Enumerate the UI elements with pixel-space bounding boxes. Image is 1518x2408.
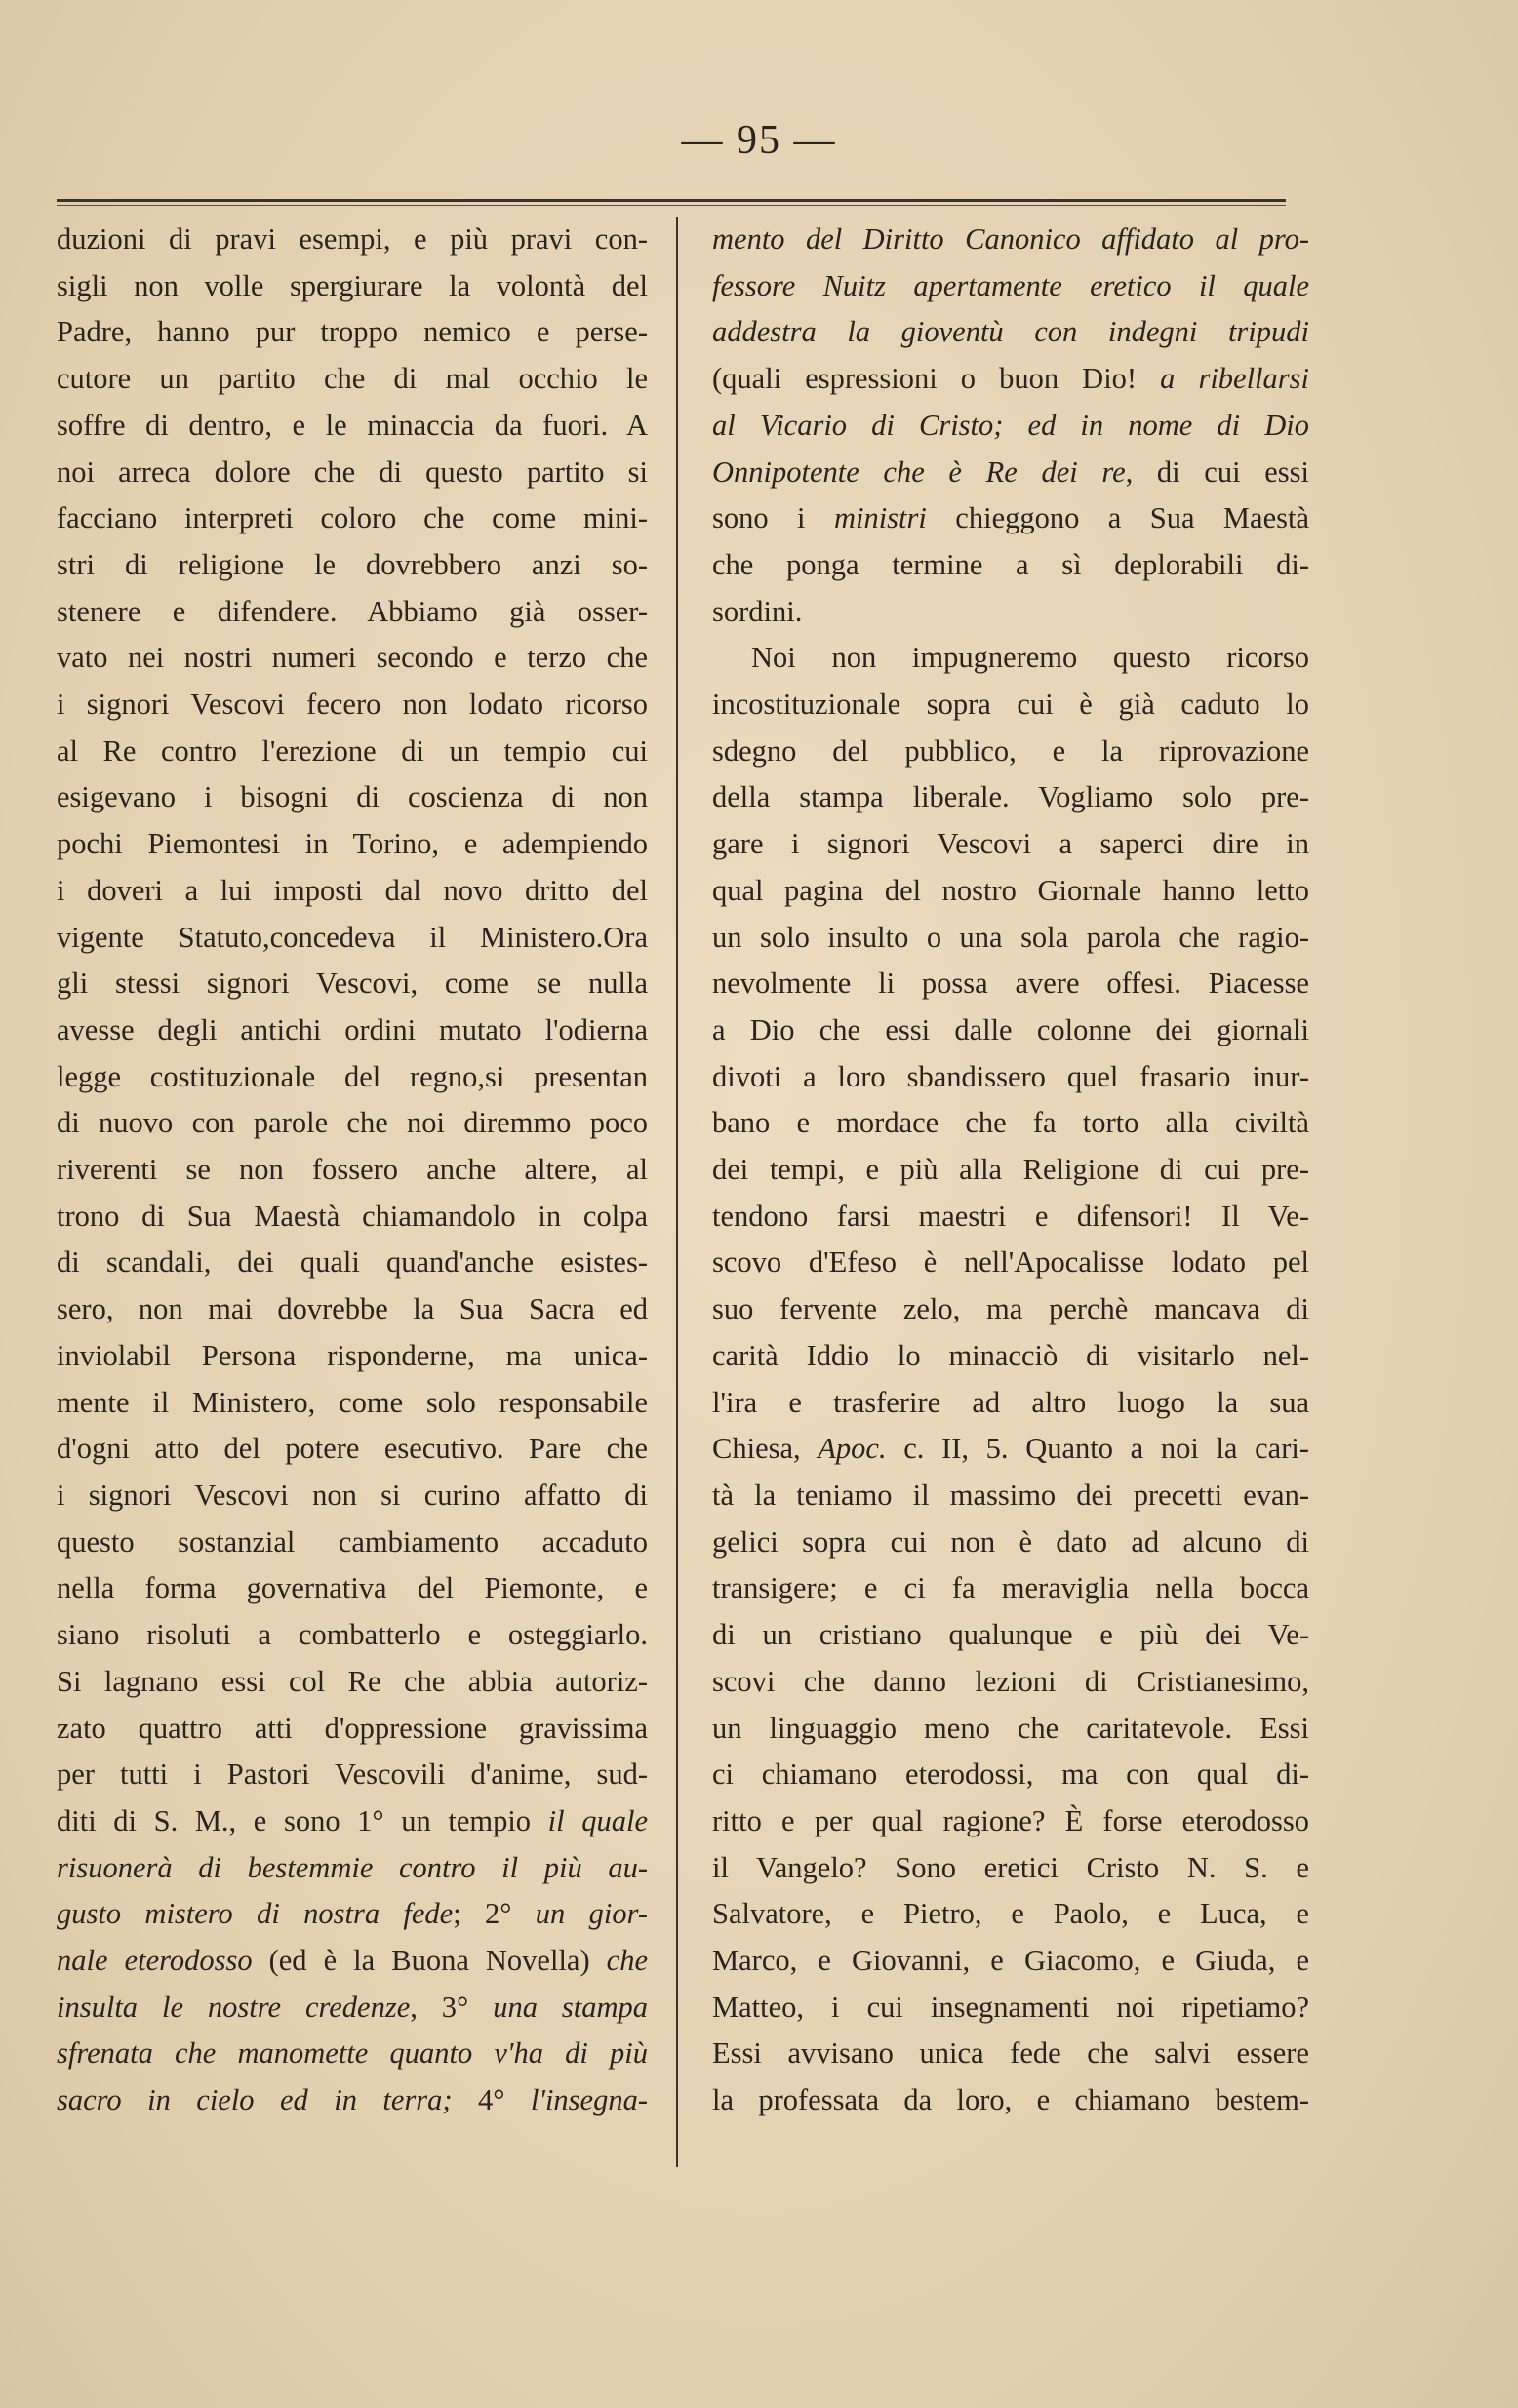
text-span: i signori Vescovi non si curino affatto di	[57, 1478, 648, 1512]
text-span: soffre di dentro, e le minaccia da fuori. A	[57, 408, 648, 442]
page-number: — 95 —	[681, 118, 837, 163]
text-span: un linguaggio meno che caritatevole. Essi	[712, 1711, 1309, 1745]
text-span: i doveri a lui imposti dal novo dritto del	[57, 873, 648, 907]
italic-text: l'insegna-	[530, 2083, 648, 2117]
text-line	[712, 961, 1309, 1007]
text-line	[57, 403, 648, 450]
text-line	[712, 1286, 1309, 1333]
text-line	[57, 2077, 648, 2124]
text-line	[57, 682, 648, 729]
text-line	[57, 356, 648, 403]
text-line	[57, 774, 648, 821]
text-span: scovo d'Efeso è nell'Apocalisse lodato pel	[712, 1245, 1309, 1280]
text-line	[57, 1938, 648, 1985]
text-line	[712, 589, 1309, 636]
text-span: stenere e difendere. Abbiamo già osser-	[57, 594, 648, 628]
text-span: che ponga termine a sì deplorabili di-	[712, 547, 1309, 581]
italic-text: a ribellarsi	[1160, 362, 1309, 396]
text-span: Salvatore, e Pietro, e Paolo, e Luca, e	[712, 1897, 1309, 1931]
text-span: siano risoluti a combatterlo e osteggiarlo.	[57, 1618, 648, 1652]
text-line	[57, 450, 648, 496]
text-span: il Vangelo? Sono eretici Cristo N. S. e	[712, 1850, 1309, 1884]
text-line	[57, 495, 648, 542]
text-line	[57, 1333, 648, 1380]
text-span: Matteo, i cui insegnamenti noi ripetiamo?	[712, 1990, 1309, 2024]
text-span: facciano interpreti coloro che come mini-	[57, 501, 648, 535]
text-line	[712, 1380, 1309, 1427]
text-span: gare i signori Vescovi a saperci dire in	[712, 827, 1309, 861]
text-span: di scandali, dei quali quand'anche esistes-	[57, 1245, 648, 1280]
text-span: l'ira e trasferire ad altro luogo la sua	[712, 1385, 1309, 1419]
text-line	[712, 1240, 1309, 1286]
column-divider	[676, 217, 678, 2167]
text-span: 4°	[452, 2083, 531, 2117]
text-span: ci chiamano eterodossi, ma con qual di-	[712, 1757, 1309, 1792]
text-line	[712, 263, 1309, 310]
text-span: mente il Ministero, come solo responsabile	[57, 1385, 648, 1419]
text-line	[712, 1845, 1309, 1892]
right-column	[712, 217, 1309, 2124]
text-line	[712, 1100, 1309, 1147]
text-line	[712, 682, 1309, 729]
text-span: sero, non mai dovrebbe la Sua Sacra ed	[57, 1292, 648, 1326]
text-line	[57, 1520, 648, 1566]
text-line	[712, 1752, 1309, 1798]
text-span: vato nei nostri numeri secondo e terzo che	[57, 641, 648, 675]
italic-text: fessore Nuitz apertamente eretico il quale	[712, 268, 1309, 302]
text-span: c. II, 5. Quanto a noi la cari-	[886, 1432, 1309, 1466]
text-span: legge costituzionale del regno,si presentan	[57, 1059, 648, 1093]
text-span: incostituzionale sopra cui è già caduto lo	[712, 688, 1309, 722]
text-span: carità Iddio lo minacciò di visitarlo nel-	[712, 1338, 1309, 1372]
text-line	[57, 729, 648, 775]
text-line	[57, 1706, 648, 1753]
text-span: questo sostanzial cambiamento accaduto	[57, 1524, 648, 1559]
text-line	[712, 1426, 1309, 1473]
italic-text: ministri	[833, 501, 927, 535]
text-span: duzioni di pravi esempi, e più pravi con-	[57, 222, 648, 256]
italic-text: gusto mistero di nostra fede	[57, 1897, 454, 1931]
text-line	[57, 821, 648, 868]
text-line	[57, 1659, 648, 1706]
italic-text: un gior-	[535, 1897, 649, 1931]
header-rule-thin	[57, 205, 1286, 206]
text-span: gli stessi signori Vescovi, come se nulla	[57, 967, 648, 1001]
text-span: di cui essi	[1133, 454, 1309, 489]
text-line	[57, 1100, 648, 1147]
text-line	[57, 1286, 648, 1333]
text-line	[712, 403, 1309, 450]
text-span: divoti a loro sbandissero quel frasario inur-	[712, 1059, 1309, 1093]
text-line	[712, 2077, 1309, 2124]
text-line	[57, 1054, 648, 1101]
header-rule	[57, 199, 1286, 202]
italic-text: una stampa	[493, 1990, 648, 2024]
text-span: bano e mordace che fa torto alla civiltà	[712, 1106, 1309, 1140]
text-line	[712, 1333, 1309, 1380]
italic-text: addestra la gioventù con indegni tripudi	[712, 315, 1309, 349]
text-line	[57, 915, 648, 962]
text-span: Noi non impugneremo questo ricorso	[751, 641, 1309, 675]
text-line	[712, 1473, 1309, 1520]
text-line	[57, 1473, 648, 1520]
text-span: sordini.	[712, 594, 803, 628]
text-line	[712, 1938, 1309, 1985]
text-span: inviolabil Persona risponderne, ma unica-	[57, 1338, 648, 1372]
text-span: di nuovo con parole che noi diremmo poco	[57, 1106, 648, 1140]
text-line	[57, 1752, 648, 1798]
text-line	[712, 1891, 1309, 1938]
italic-text: Apoc.	[818, 1432, 887, 1466]
text-line	[712, 1612, 1309, 1659]
text-line	[712, 1659, 1309, 1706]
italic-text: che	[606, 1944, 648, 1978]
text-span: transigere; e ci fa meraviglia nella bocca	[712, 1571, 1309, 1605]
text-span: Si lagnano essi col Re che abbia autoriz-	[57, 1664, 648, 1698]
text-span: diti di S. M., e sono 1° un tempio	[57, 1803, 548, 1837]
text-line	[712, 635, 1309, 682]
italic-text: sacro in cielo ed in terra;	[57, 2083, 453, 2117]
text-span: sigli non volle spergiurare la volontà del	[57, 268, 648, 302]
text-line	[712, 1520, 1309, 1566]
text-span: suo fervente zelo, ma perchè mancava di	[712, 1292, 1309, 1326]
text-line	[712, 1054, 1309, 1101]
text-span: tà la teniamo il massimo dei precetti evan-	[712, 1478, 1309, 1512]
text-span: esigevano i bisogni di coscienza di non	[57, 780, 648, 814]
text-span: pochi Piemontesi in Torino, e adempiendo	[57, 827, 648, 861]
text-line	[57, 1007, 648, 1054]
italic-text: il quale	[547, 1803, 648, 1837]
text-line	[712, 495, 1309, 542]
italic-text: al Vicario di Cristo; ed in nome di Dio	[712, 408, 1309, 442]
text-line	[712, 1565, 1309, 1612]
text-line	[57, 1380, 648, 1427]
text-line	[57, 1147, 648, 1194]
italic-text: insulta le nostre credenze	[57, 1990, 411, 2024]
text-line	[57, 1845, 648, 1892]
text-span: stri di religione le dovrebbero anzi so-	[57, 547, 648, 581]
text-span: noi arreca dolore che di questo partito si	[57, 454, 648, 489]
text-span: per tutti i Pastori Vescovili d'anime, sud-	[57, 1757, 648, 1792]
text-span: , 3°	[410, 1990, 494, 2024]
text-line	[57, 635, 648, 682]
text-span: i signori Vescovi fecero non lodato ricorso	[57, 688, 648, 722]
text-line	[712, 915, 1309, 962]
text-line	[712, 309, 1309, 356]
text-span: sono i	[712, 501, 834, 535]
text-span: Marco, e Giovanni, e Giacomo, e Giuda, e	[712, 1944, 1309, 1978]
text-line	[712, 356, 1309, 403]
text-span: ; 2°	[453, 1897, 536, 1931]
text-line	[712, 868, 1309, 915]
text-line	[712, 1985, 1309, 2032]
italic-text: mento del Diritto Canonico affidato al pro-	[712, 222, 1309, 256]
text-line	[57, 1891, 648, 1938]
text-span: nella forma governativa del Piemonte, e	[57, 1571, 648, 1605]
text-line	[57, 1985, 648, 2032]
text-line	[57, 2031, 648, 2077]
text-line	[712, 729, 1309, 775]
text-span: Chiesa,	[712, 1432, 819, 1466]
text-line	[57, 217, 648, 263]
text-span: a Dio che essi dalle colonne dei giornali	[712, 1012, 1309, 1046]
text-span: la professata da loro, e chiamano bestem-	[712, 2083, 1309, 2117]
text-line	[57, 309, 648, 356]
text-line	[57, 542, 648, 589]
text-span: di un cristiano qualunque e più dei Ve-	[712, 1618, 1309, 1652]
italic-text: nale eterodosso	[57, 1944, 253, 1978]
text-span: nevolmente li possa avere offesi. Piacesse	[712, 967, 1309, 1001]
text-line	[57, 1565, 648, 1612]
text-span: ritto e per qual ragione? È forse eterodosso	[712, 1803, 1309, 1837]
text-span: cutore un partito che di mal occhio le	[57, 362, 648, 396]
text-line	[712, 2031, 1309, 2077]
text-span: avesse degli antichi ordini mutato l'odierna	[57, 1012, 648, 1046]
text-line	[57, 1612, 648, 1659]
text-line	[57, 1194, 648, 1241]
text-line	[712, 217, 1309, 263]
text-line	[57, 1426, 648, 1473]
italic-text: sfrenata che manomette quanto v'ha di più	[57, 2036, 648, 2071]
text-line	[57, 961, 648, 1007]
text-span: al Re contro l'erezione di un tempio cui	[57, 733, 648, 768]
text-line	[57, 263, 648, 310]
text-span: un solo insulto o una sola parola che ragio-	[712, 920, 1309, 954]
text-span: (ed è la Buona Novella)	[252, 1944, 607, 1978]
text-span: vigente Statuto,concedeva il Ministero.Ora	[57, 920, 648, 954]
text-span: d'ogni atto del potere esecutivo. Pare che	[57, 1432, 648, 1466]
text-line	[712, 1798, 1309, 1845]
text-span: scovi che danno lezioni di Cristianesimo,	[712, 1664, 1309, 1698]
text-line	[57, 1798, 648, 1845]
text-span: chieggono a Sua Maestà	[926, 501, 1309, 535]
text-line	[712, 774, 1309, 821]
text-span: sdegno del pubblico, e la riprovazione	[712, 733, 1309, 768]
left-column	[57, 217, 648, 2124]
text-line	[712, 450, 1309, 496]
italic-text: Onnipotente che è Re dei re,	[712, 454, 1134, 489]
text-span: tendono farsi maestri e difensori! Il Ve-	[712, 1199, 1309, 1233]
italic-text: risuonerà di bestemmie contro il più au-	[57, 1850, 648, 1884]
text-line	[57, 868, 648, 915]
text-line	[712, 1147, 1309, 1194]
text-line	[712, 1007, 1309, 1054]
text-span: dei tempi, e più alla Religione di cui pre-	[712, 1153, 1309, 1187]
text-span: trono di Sua Maestà chiamandolo in colpa	[57, 1199, 648, 1233]
text-line	[712, 1194, 1309, 1241]
text-span: qual pagina del nostro Giornale hanno letto	[712, 873, 1309, 907]
text-line	[57, 589, 648, 636]
text-span: zato quattro atti d'oppressione gravissima	[57, 1711, 648, 1745]
text-line	[712, 821, 1309, 868]
text-span: della stampa liberale. Vogliamo solo pre-	[712, 780, 1309, 814]
text-line	[712, 1706, 1309, 1753]
text-line	[712, 542, 1309, 589]
text-span: gelici sopra cui non è dato ad alcuno di	[712, 1524, 1309, 1559]
text-line	[57, 1240, 648, 1286]
text-span: Padre, hanno pur troppo nemico e perse-	[57, 315, 648, 349]
text-span: Essi avvisano unica fede che salvi essere	[712, 2036, 1309, 2071]
text-span: (quali espressioni o buon Dio!	[712, 362, 1161, 396]
text-span: riverenti se non fossero anche altere, al	[57, 1153, 648, 1187]
